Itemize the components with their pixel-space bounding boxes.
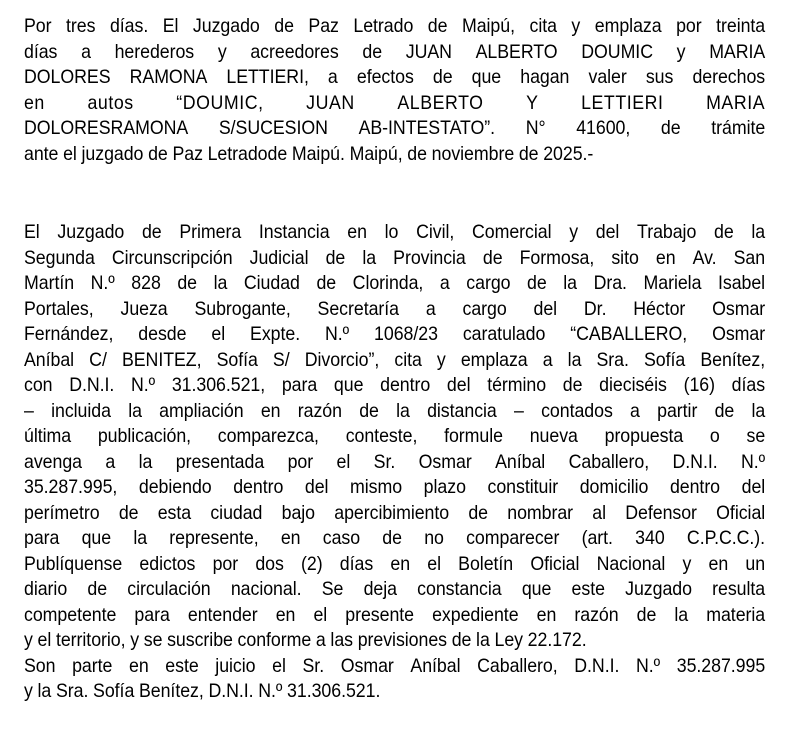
text-word: mismo [350,477,403,498]
text-word: 340 [635,528,665,549]
text-word: Juzgado [625,579,692,600]
text-word: nacional. [230,579,302,600]
text-word: un [745,553,766,575]
text-word: razón [297,400,342,422]
text-word: que [333,375,364,396]
text-word: represente, [169,528,259,549]
text-word: y [569,222,579,243]
text-word: (art. [581,528,613,549]
text-word: juicio [215,655,256,677]
text-word: edictos [139,553,196,575]
text-word: 828 [131,273,161,294]
text-word: el [336,451,351,473]
text-word: formule [444,426,503,447]
text-word: plazo [423,477,466,498]
text-word: de [636,604,657,626]
text-word: de [325,247,346,269]
text-word: N° [525,118,546,139]
text-word: cita [394,349,422,371]
text-word: dentro [669,477,721,498]
text-word: del [741,477,766,498]
text-word: Judicial [249,247,309,269]
text-word: de [482,247,503,269]
text-word: AB-INTESTATO”. [358,118,496,139]
text-word: MARIA [706,92,766,114]
text-word: Secretaría [317,298,400,320]
text-word: y [436,349,446,371]
text-word: cargo [462,298,507,320]
text-word: cargo [466,273,511,294]
text-word: a [425,298,436,320]
text-word: no [424,528,444,549]
text-line [24,450,765,476]
text-word: de [177,273,198,294]
text-word: Subrogante, [194,298,291,320]
text-word: Dra. [593,273,627,294]
text-word: nombrar [507,502,574,524]
text-word: de [714,400,735,422]
text-word: Son [24,655,56,677]
text-word: ampliación [159,400,244,422]
text-word: constituir [487,477,559,498]
text-word: la [133,528,148,549]
text-word: a [630,400,640,422]
text-line [24,501,765,527]
text-word: de [87,579,108,600]
text-word: la [567,349,582,371]
text-word: BENITEZ, [121,349,202,371]
text-word: efectos [356,67,414,88]
text-word: a [542,349,553,371]
text-word: Oficial [530,553,580,575]
text-word: Comercial [471,222,552,243]
text-word: por [676,16,702,37]
text-word: Sr. [373,451,396,473]
text-word: Juzgado [57,222,125,243]
text-word: ciudad [210,502,263,524]
text-word: Por [24,16,52,37]
text-word: Defensor [625,502,697,524]
text-word: en [390,553,411,575]
text-word: por [287,451,314,473]
text-word: parte [72,655,113,677]
text-line [24,297,765,323]
text-word: “CABALLERO, [570,324,688,345]
text-word: constancia [417,579,502,600]
text-word: publicación, [97,426,192,447]
text-line [24,40,765,66]
text-word: Nacional [596,553,666,575]
text-word: que [521,579,552,600]
text-word: Divorcio”, [304,349,380,371]
text-word: MARIA [709,41,766,63]
text-word: por [212,553,239,575]
text-word: D.N.I. [69,375,115,396]
text-word: Paz [308,16,339,37]
text-word: este [165,655,199,677]
paragraph-spacer [24,167,765,194]
text-word: en [280,528,301,549]
text-word: Trabajo [637,222,697,243]
text-word: contados [541,400,613,422]
text-word: competente [24,604,117,626]
text-word: caratulado [462,324,546,345]
text-word: trámite [711,118,766,139]
text-word: emplaza [594,16,662,37]
text-word: sus [645,67,674,88]
text-word: domicilio [579,477,649,498]
text-word: razón [574,604,619,626]
text-word: hagan [520,67,570,88]
text-word: incluida [51,400,111,422]
text-word: de [427,16,448,37]
text-word: que [471,67,502,88]
text-word: dos [255,553,284,575]
text-word: en [275,604,296,626]
text-word: se [746,426,766,447]
text-word: 31.306.521, [171,375,266,396]
text-word: en [655,247,676,269]
text-word: N.º [325,324,350,345]
text-word: Av. [692,247,717,269]
text-word: de [382,528,402,549]
text-word: Dr. [583,298,607,320]
text-word: acreedores [250,41,339,63]
text-word: circulación [127,579,211,600]
text-word: a [439,273,450,294]
text-word: materia [706,604,766,626]
text-word: y [682,553,692,575]
text-word: Mariela [643,273,702,294]
text-word: comparecer [466,528,560,549]
text-word: la [213,273,228,294]
text-word: Portales, [24,298,94,320]
text-word: la [751,222,766,243]
text-word: Sr. [302,655,325,677]
text-word: Civil, [416,222,455,243]
text-word: RAMONA [129,67,208,88]
text-word: autos [87,92,134,114]
text-word: Caballero, [477,655,558,677]
text-word: de [274,16,294,37]
text-word: Martín [24,273,75,294]
text-word: Instancia [258,222,330,243]
text-word: emplaza [460,349,528,371]
text-word: Oficial [716,502,766,524]
text-word: del [304,477,329,498]
text-word: El [162,16,179,37]
text-word: comparezca, [217,426,319,447]
text-word: Publíquense [24,553,123,575]
text-word: en [128,655,149,677]
text-word: última [24,426,72,447]
text-word: el [427,553,441,575]
text-word: al [592,502,607,524]
text-word: Provincia [393,247,466,269]
text-word: El [24,222,40,243]
text-word: la [128,400,142,422]
text-word: Clorinda, [352,273,424,294]
text-word: término [487,375,547,396]
text-word: N.º [741,451,766,473]
text-line [24,552,765,578]
text-line: ante el juzgado de Paz Letradode Maipú. Maipú, de noviembre de 2025.- [24,143,594,165]
text-word: de [527,273,547,294]
text-word: Osmar [712,324,766,345]
text-word: Maipú, [461,16,515,37]
text-word: Circunscripción [111,247,233,269]
text-line [24,322,765,348]
text-word: de [714,222,734,243]
text-word: desde [138,324,187,345]
text-word: de [141,222,162,243]
text-word: días. [109,16,149,37]
text-word: Aníbal [24,349,75,371]
text-word: Primera [179,222,242,243]
text-word: en [347,222,367,243]
text-word: N.º [90,273,115,294]
text-word: de [118,502,139,524]
text-word: el [272,655,286,677]
text-word: para [281,375,318,396]
text-word: DOUMIC [581,41,653,63]
text-word: caso [322,528,361,549]
text-word: Sra. [596,349,629,371]
text-word: N.º [635,655,661,677]
text-word: presentada [175,451,265,473]
text-word: presente [345,604,415,626]
text-line [24,475,765,501]
text-word: distancia [427,400,497,422]
text-word: del [595,222,620,243]
text-word: Osmar [418,451,472,473]
text-word: del [446,375,471,396]
text-word: JUAN [405,41,452,63]
text-word: Benítez, [700,349,766,371]
text-word: Osmar [712,298,766,320]
text-line [24,116,765,142]
text-word: – [514,400,524,422]
text-word: Osmar [340,655,394,677]
text-word: con [24,375,53,396]
text-word: perímetro [24,502,100,524]
text-word: días [731,375,766,396]
text-word: dieciséis [599,375,667,396]
document-text-column [24,14,765,705]
text-word: este [571,579,605,600]
text-word: treinta [716,16,766,37]
text-word: Formosa, [519,247,595,269]
text-line [24,603,765,629]
text-word: 1068/23 [374,324,438,345]
text-word: Jueza [120,298,168,320]
text-word: de [660,118,681,139]
text-word: deja [363,579,397,600]
text-word: ALBERTO [397,92,484,114]
text-word: Fernández, [24,324,114,345]
text-line [24,91,765,117]
text-word: la [396,400,410,422]
text-word: y [676,41,686,63]
text-word: diario [24,579,68,600]
text-word: D.N.I. [672,451,718,473]
text-word: Sofía [216,349,258,371]
text-word: en [260,400,281,422]
text-word: DOLORESRAMONA [24,118,189,139]
text-word: nueva [529,426,578,447]
text-word: cita [529,16,557,37]
text-word: C/ [89,349,107,371]
text-word: propuesta [604,426,684,447]
text-word: Isabel [717,273,766,294]
text-word: de [359,400,379,422]
text-word: Caballero, [568,451,650,473]
text-word: esta [157,502,192,524]
text-word: el [313,604,328,626]
text-word: Héctor [633,298,686,320]
text-word: Segunda [24,247,95,269]
text-word: para [134,604,170,626]
text-word: dentro [380,375,431,396]
text-word: días [24,41,58,63]
text-word: “DOUMIC, [176,92,264,114]
text-word: D.N.I. [574,655,620,677]
text-word: en [708,553,729,575]
text-word: el [211,324,226,345]
text-word: y [571,16,581,37]
text-line [24,220,765,246]
text-word: Juzgado [192,16,260,37]
text-word: que [81,528,112,549]
text-word: de [362,41,383,63]
text-word: Expte. [250,324,301,345]
text-word: bajo [281,502,316,524]
text-line [24,65,765,91]
text-word: S/SUCESION [218,118,328,139]
text-word: herederos [114,41,195,63]
text-word: a [105,451,116,473]
text-word: Y [526,92,539,114]
text-word: a [327,67,338,88]
text-word: (16) [683,375,715,396]
text-word: LETTIERI [581,92,664,114]
text-word: dentro [233,477,284,498]
text-word: ALBERTO [475,41,558,63]
text-word: C.P.C.C.). [686,528,766,549]
text-line [24,526,765,552]
legal-notice-paragraph-succession [24,14,765,167]
text-word: S/ [272,349,290,371]
text-word: de [468,502,488,524]
text-line: y la Sra. Sofía Benítez, D.N.I. N.º 31.306.521. [24,681,381,702]
text-line [24,14,765,40]
text-line: y el territorio, y se suscribe conforme a las previsiones de la Ley 22.172. [24,630,587,651]
text-word: para [24,528,60,549]
text-word: Sofía [643,349,686,371]
text-word: y [217,41,227,63]
text-word: derechos [692,67,766,88]
text-word: DOLORES [24,67,111,88]
text-word: avenga [24,451,82,473]
text-word: de [562,375,583,396]
text-word: valer [588,67,627,88]
text-word: sito [611,247,639,269]
text-line [24,271,765,297]
text-word: tres [66,16,96,37]
text-line [24,424,765,450]
text-word: Aníbal [495,451,546,473]
text-line [24,246,765,272]
text-word: apercibimiento [334,502,450,524]
text-word: de [316,273,337,294]
text-word: resulta [712,579,766,600]
text-word: conteste, [345,426,418,447]
text-word: San [733,247,766,269]
text-word: Letrado [353,16,414,37]
text-word: 41600, [576,118,631,139]
text-word: Ciudad [243,273,300,294]
text-word: a [81,41,91,63]
text-line [24,654,765,680]
text-word: de [432,67,453,88]
text-word: la [751,400,766,422]
text-word: N.º [131,375,156,396]
text-line [24,399,765,425]
text-word: la [674,604,689,626]
text-word: Se [321,579,344,600]
text-word: en [24,92,45,114]
legal-notice-paragraph-divorce [24,220,765,705]
text-word: debiendo [138,477,212,498]
text-line [24,348,765,374]
text-word: 35.287.995 [676,655,766,677]
text-word: la [138,451,153,473]
text-line [24,577,765,603]
text-word: expediente [432,604,519,626]
text-word: entender [187,604,258,626]
text-word: (2) [301,553,323,575]
text-word: del [533,298,558,320]
text-word: días [339,553,374,575]
text-word: partir [657,400,698,422]
text-word: JUAN [306,92,355,114]
text-word: o [709,426,720,447]
text-word: en [536,604,557,626]
text-word: Aníbal [410,655,461,677]
text-word: Boletín [458,553,514,575]
text-word: 35.287.995, [24,477,118,498]
text-word: la [563,273,578,294]
text-word: la [362,247,377,269]
text-word: LETTIERI, [226,67,309,88]
text-word: lo [384,222,399,243]
text-word: – [24,400,34,422]
text-line [24,373,765,399]
